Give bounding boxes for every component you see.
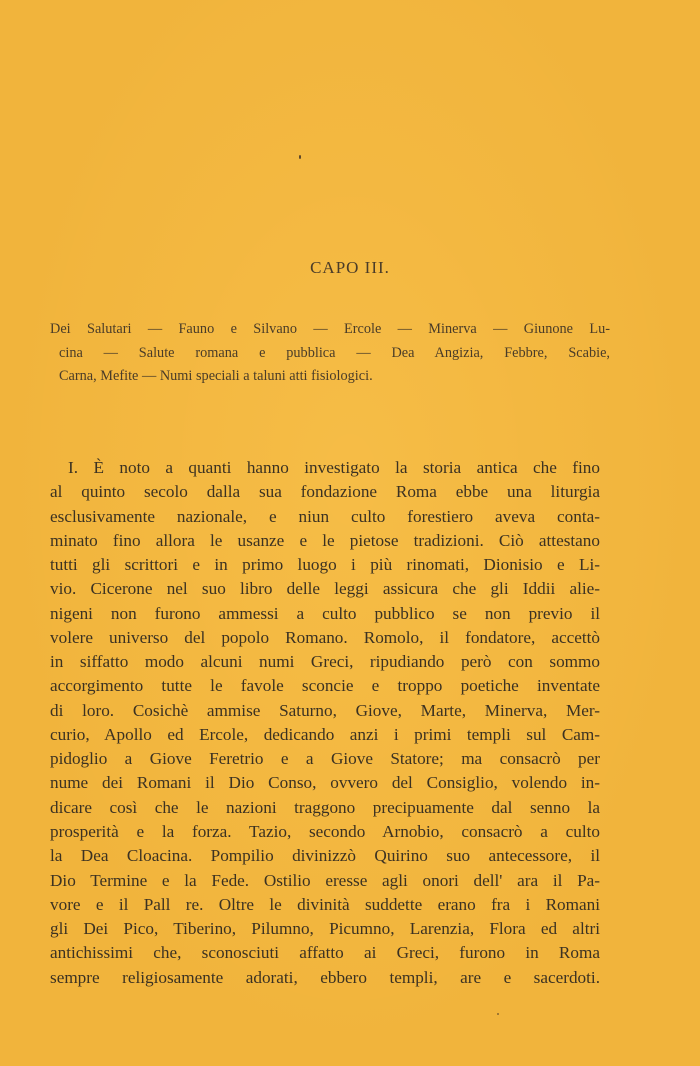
body-line: Dio Termine e la Fede. Ostilio eresse agli onori dell' ara il Pa- <box>50 870 600 890</box>
body-line: antichissimi che, sconosciuti affatto ai Greci, furono in Roma <box>50 943 600 963</box>
body-line: curio, Apollo ed Ercole, dedicando anzi i primi templi sul Cam- <box>50 724 600 744</box>
body-line: in siffatto modo alcuni numi Greci, ripudiando però con sommo <box>50 652 600 672</box>
ink-speck <box>299 155 301 159</box>
body-paragraph <box>50 456 600 990</box>
chapter-summary <box>50 318 610 389</box>
ink-speck <box>497 1013 499 1015</box>
body-line: volere universo del popolo Romano. Romolo, il fondatore, accettò <box>50 627 600 647</box>
body-line: dicare così che le nazioni traggono precipuamente dal senno la <box>50 797 600 817</box>
body-line: nume dei Romani il Dio Conso, ovvero del Consiglio, volendo in- <box>50 773 600 793</box>
body-line: la Dea Cloacina. Pompilio divinizzò Quirino suo antecessore, il <box>50 846 600 866</box>
body-line: tutti gli scrittori e in primo luogo i più rinomati, Dionisio e Li- <box>50 555 600 575</box>
body-line: gli Dei Pico, Tiberino, Pilumno, Picumno, Larenzia, Flora ed altri <box>50 919 600 939</box>
summary-line: Dei Salutari — Fauno e Silvano — Ercole — Minerva — Giunone Lu- <box>50 321 610 337</box>
body-line: nigeni non furono ammessi a culto pubblico se non previo il <box>50 603 600 623</box>
body-line: accorgimento tutte le favole sconcie e troppo poetiche inventate <box>50 676 600 696</box>
summary-line: cina — Salute romana e pubblica — Dea Angizia, Febbre, Scabie, <box>59 344 610 361</box>
summary-line: Carna, Mefite — Numi speciali a taluni atti fisiologici. <box>59 368 373 384</box>
body-line: I. È noto a quanti hanno investigato la storia antica che fino <box>68 458 600 477</box>
body-line: vore e il Pall re. Oltre le divinità suddette erano fra i Romani <box>50 894 600 914</box>
chapter-title: CAPO III. <box>310 258 390 277</box>
body-line: di loro. Cosichè ammise Saturno, Giove, Marte, Minerva, Mer- <box>50 700 600 720</box>
body-line: vio. Cicerone nel suo libro delle leggi assicura che gli Iddii alie- <box>50 579 600 599</box>
body-line: pidoglio a Giove Feretrio e a Giove Statore; ma consacrò per <box>50 749 600 769</box>
body-line: prosperità e la forza. Tazio, secondo Arnobio, consacrò a culto <box>50 821 600 841</box>
body-line: esclusivamente nazionale, e niun culto forestiero aveva conta- <box>50 506 600 526</box>
body-line: minato fino allora le usanze e le pietose tradizioni. Ciò attestano <box>50 530 600 550</box>
body-line: al quinto secolo dalla sua fondazione Roma ebbe una liturgia <box>50 482 600 502</box>
body-line: sempre religiosamente adorati, ebbero templi, are e sacerdoti. <box>50 967 600 987</box>
